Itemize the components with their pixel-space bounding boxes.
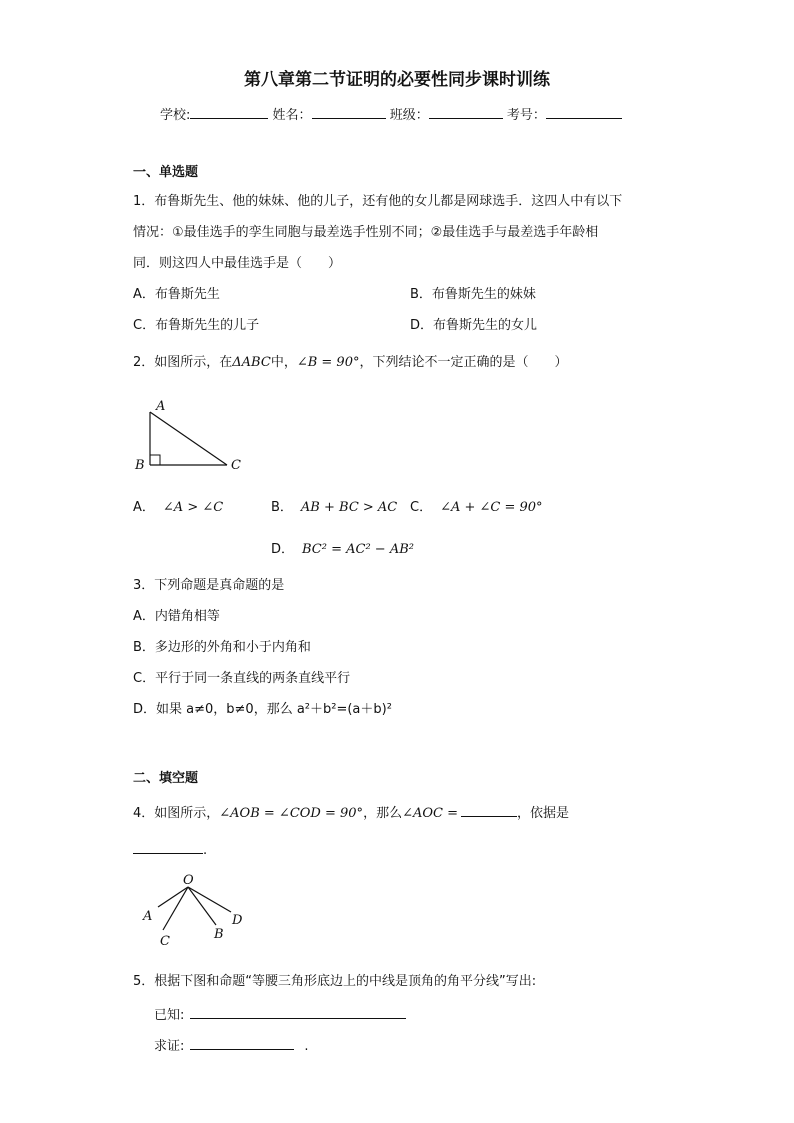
exam-no-blank[interactable]: [546, 106, 622, 119]
vertex-label-a: A: [156, 399, 166, 414]
q4-answer-blank[interactable]: [461, 804, 517, 817]
point-label-c: C: [160, 934, 170, 949]
point-label-o: O: [183, 873, 194, 888]
q3-option-c[interactable]: C．平行于同一条直线的两条直线平行: [133, 671, 351, 686]
q4-end: .: [203, 843, 208, 858]
q2-option-d-label: D．: [271, 542, 295, 557]
q5-known-line: [154, 1006, 406, 1022]
vertex-label-c: C: [231, 458, 241, 473]
point-label-b: B: [214, 927, 224, 942]
q2-option-c[interactable]: [410, 501, 543, 514]
q2-option-c-text: ∠A + ∠C = 90°: [440, 500, 543, 515]
q2-option-c-label: C．: [410, 500, 433, 515]
q4-angle-figure: [138, 870, 258, 950]
school-blank[interactable]: [190, 106, 268, 119]
point-label-d: D: [232, 913, 243, 928]
q2-prefix: 2．如图所示，在: [133, 355, 233, 370]
q4-prefix: 4．如图所示，: [133, 806, 220, 821]
q4-reason-blank[interactable]: [133, 841, 203, 854]
q2-triangle-figure: [130, 395, 260, 480]
section-heading-single-choice: 一、单选题: [133, 165, 199, 180]
q1-stem-line1: 1．布鲁斯先生、他的妹妹、他的儿子，还有他的女儿都是网球选手．这四人中有以下: [133, 194, 623, 209]
point-label-a: A: [143, 909, 153, 924]
ray-oa: [158, 887, 188, 907]
name-blank[interactable]: [312, 106, 386, 119]
q4-suffix: ，依据是: [517, 806, 570, 821]
q5-end: .: [304, 1039, 309, 1054]
q4-ask: ∠AOC =: [402, 806, 458, 821]
q4-condition: ∠AOB = ∠COD = 90°: [219, 806, 364, 821]
q5-prove-blank[interactable]: [190, 1037, 294, 1050]
q2-option-b-label: B．: [271, 500, 293, 515]
q1-stem-line2: 情况：①最佳选手的孪生同胞与最差选手性别不同；②最佳选手与最差选手年龄相: [133, 225, 599, 240]
q1-option-c[interactable]: C．布鲁斯先生的儿子: [133, 318, 260, 333]
class-blank[interactable]: [429, 106, 503, 119]
q2-option-a-label: A．: [133, 500, 155, 515]
q2-mid: 中，: [270, 355, 297, 370]
q5-known-label: 已知:: [154, 1008, 185, 1023]
q2-option-a[interactable]: [133, 501, 223, 514]
q4-mid: ，那么: [363, 806, 403, 821]
q2-stem: [133, 356, 568, 369]
q1-stem-line3: 同．则这四人中最佳选手是（ ）: [133, 256, 342, 271]
q2-option-b[interactable]: [271, 501, 397, 514]
q1-option-d[interactable]: D．布鲁斯先生的女儿: [410, 318, 538, 333]
school-label: 学校:: [160, 108, 191, 123]
vertex-label-b: B: [135, 458, 145, 473]
name-label: 姓名：: [272, 108, 312, 123]
q2-option-d-text: BC² = AC² − AB²: [302, 542, 414, 557]
q4-reason-line: [133, 841, 207, 857]
q3-stem: 3．下列命题是真命题的是: [133, 578, 285, 593]
q1-option-b[interactable]: B．布鲁斯先生的妹妹: [410, 287, 536, 302]
q5-prove-line: [154, 1037, 309, 1053]
ray-oc: [163, 887, 188, 930]
q2-option-a-text: ∠A > ∠C: [162, 500, 224, 515]
q2-suffix: ，下列结论不一定正确的是（ ）: [359, 355, 568, 370]
q2-condition: ∠B = 90°: [296, 355, 360, 370]
q3-option-a[interactable]: A．内错角相等: [133, 609, 220, 624]
q5-known-blank[interactable]: [190, 1006, 406, 1019]
q1-option-a[interactable]: A．布鲁斯先生: [133, 287, 220, 302]
ray-od: [188, 887, 231, 912]
q3-option-b[interactable]: B．多边形的外角和小于内角和: [133, 640, 311, 655]
class-label: 班级：: [389, 108, 429, 123]
ray-ob: [188, 887, 216, 925]
q5-prove-label: 求证:: [154, 1039, 185, 1054]
page-title: 第八章第二节证明的必要性同步课时训练: [244, 70, 550, 90]
exam-no-label: 考号：: [506, 108, 546, 123]
student-info-line: [160, 106, 622, 122]
right-angle-mark: [150, 455, 160, 465]
q2-option-d[interactable]: [271, 543, 414, 556]
q2-triangle: ΔABC: [232, 355, 271, 370]
q5-stem: 5．根据下图和命题“等腰三角形底边上的中线是顶角的角平分线”写出:: [133, 974, 537, 989]
q3-option-d[interactable]: D．如果 a≠0，b≠0，那么 a²＋b²=(a＋b)²: [133, 702, 392, 717]
section-heading-fill-blank: 二、填空题: [133, 771, 199, 786]
q4-stem: [133, 804, 569, 820]
q2-option-b-text: AB + BC > AC: [300, 500, 398, 515]
triangle-side-ac: [150, 412, 227, 465]
